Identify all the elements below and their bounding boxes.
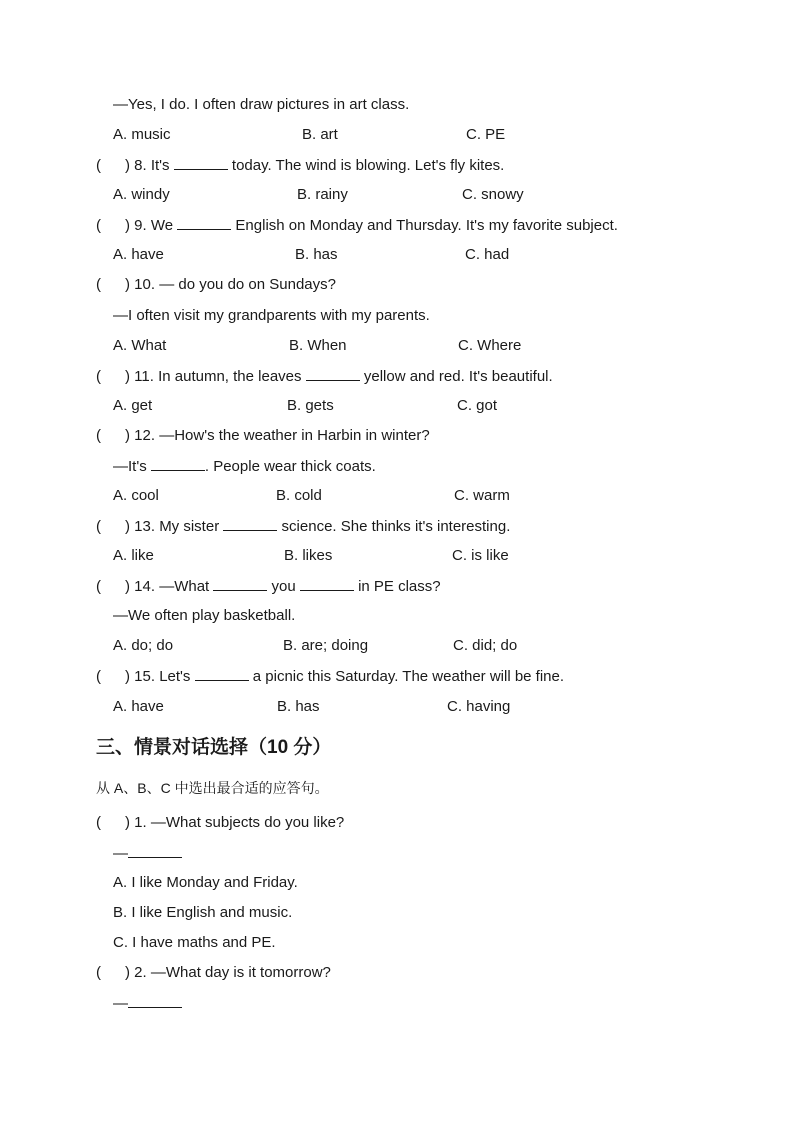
q8-option-b: B. rainy: [297, 186, 348, 203]
q12-answer-pre: —It's: [113, 458, 147, 475]
paren-close: ): [125, 578, 130, 595]
dash: —: [113, 995, 128, 1012]
question-13: [96, 516, 510, 536]
d1-answer-line: [113, 843, 182, 863]
paren-open: (: [96, 427, 101, 444]
question-12: [96, 426, 430, 446]
q8-post: today. The wind is blowing. Let's fly kites.: [231, 157, 505, 174]
q10-answer: —I often visit my grandparents with my parents.: [113, 307, 430, 324]
paren-open: (: [96, 964, 101, 981]
paren-open: (: [96, 157, 101, 174]
d1-option-c: C. I have maths and PE.: [113, 934, 276, 951]
q14-pre: 14. —What: [134, 578, 210, 595]
paren-close: ): [125, 368, 130, 385]
q12-option-b: B. cold: [276, 487, 322, 504]
question-14: [96, 576, 441, 596]
d1-option-b: B. I like English and music.: [113, 904, 293, 921]
q8-option-a: A. windy: [113, 186, 170, 203]
q15-pre: 15. Let's: [134, 668, 191, 685]
question-10: [96, 275, 336, 295]
q10-option-b: B. When: [289, 337, 347, 354]
q7-answer: —Yes, I do. I often draw pictures in art class.: [113, 96, 410, 113]
answer-blank: [151, 456, 205, 471]
paren-close: ): [125, 668, 130, 685]
paren-close: ): [125, 427, 130, 444]
d2-text: 2. —What day is it tomorrow?: [134, 964, 331, 981]
section-heading: 三、情景对话选择（10 分）: [96, 737, 332, 758]
q14-option-a: A. do; do: [113, 637, 174, 654]
q12-answer: [113, 456, 376, 476]
question-8: [96, 155, 504, 175]
answer-blank: [300, 576, 354, 591]
q13-pre: 13. My sister: [134, 518, 220, 535]
q14-answer: —We often play basketball.: [113, 607, 296, 624]
paren-open: (: [96, 276, 101, 293]
paren-open: (: [96, 668, 101, 685]
q13-post: science. She thinks it's interesting.: [281, 518, 511, 535]
d2-answer-line: [113, 993, 182, 1013]
q8-option-c: C. snowy: [462, 186, 524, 203]
dialogue-question-2: [96, 963, 331, 983]
q7-option-c: C. PE: [466, 126, 506, 143]
question-15: [96, 666, 564, 686]
question-11: [96, 366, 553, 386]
q15-option-b: B. has: [277, 698, 320, 715]
q7-option-a: A. music: [113, 126, 171, 143]
answer-blank: [223, 516, 277, 531]
answer-blank: [128, 993, 182, 1008]
q7-option-b: B. art: [302, 126, 338, 143]
q14-option-c: C. did; do: [453, 637, 518, 654]
q9-post: English on Monday and Thursday. It's my favorite subject.: [235, 217, 618, 234]
paren-open: (: [96, 814, 101, 831]
q11-post: yellow and red. It's beautiful.: [363, 368, 553, 385]
q11-pre: 11. In autumn, the leaves: [134, 368, 302, 385]
question-9: [96, 215, 618, 235]
paren-close: ): [125, 217, 130, 234]
paren-open: (: [96, 368, 101, 385]
paren-open: (: [96, 578, 101, 595]
answer-blank: [306, 366, 360, 381]
paren-close: ): [125, 276, 130, 293]
paren-close: ): [125, 964, 130, 981]
q15-option-c: C. having: [447, 698, 511, 715]
answer-blank: [177, 215, 231, 230]
answer-blank: [213, 576, 267, 591]
answer-blank: [174, 155, 228, 170]
q11-option-a: A. get: [113, 397, 153, 414]
q14-mid: you: [271, 578, 296, 595]
q9-option-b: B. has: [295, 246, 338, 263]
q15-post: a picnic this Saturday. The weather will be fine.: [252, 668, 565, 685]
paren-close: ): [125, 814, 130, 831]
dash: —: [113, 845, 128, 862]
section-instruction: 从 A、B、C 中选出最合适的应答句。: [96, 780, 329, 796]
d1-option-a: A. I like Monday and Friday.: [113, 874, 298, 891]
q11-option-c: C. got: [457, 397, 498, 414]
q15-option-a: A. have: [113, 698, 164, 715]
paren-close: ): [125, 518, 130, 535]
q10-option-c: C. Where: [458, 337, 522, 354]
q12-answer-post: . People wear thick coats.: [204, 458, 376, 475]
q12-option-c: C. warm: [454, 487, 510, 504]
q9-pre: 9. We: [134, 217, 174, 234]
q13-option-a: A. like: [113, 547, 154, 564]
q13-option-c: C. is like: [452, 547, 509, 564]
answer-blank: [195, 666, 249, 681]
paren-open: (: [96, 217, 101, 234]
q9-option-c: C. had: [465, 246, 510, 263]
q8-pre: 8. It's: [134, 157, 170, 174]
d1-text: 1. —What subjects do you like?: [134, 814, 345, 831]
q12-text: 12. —How's the weather in Harbin in winter?: [134, 427, 430, 444]
q12-option-a: A. cool: [113, 487, 159, 504]
paren-open: (: [96, 518, 101, 535]
q10-option-a: A. What: [113, 337, 167, 354]
answer-blank: [128, 843, 182, 858]
q9-option-a: A. have: [113, 246, 164, 263]
paren-close: ): [125, 157, 130, 174]
q14-option-b: B. are; doing: [283, 637, 369, 654]
q14-post: in PE class?: [358, 578, 441, 595]
q11-option-b: B. gets: [287, 397, 334, 414]
q13-option-b: B. likes: [284, 547, 333, 564]
dialogue-question-1: [96, 813, 344, 833]
q10-text: 10. — do you do on Sundays?: [134, 276, 336, 293]
